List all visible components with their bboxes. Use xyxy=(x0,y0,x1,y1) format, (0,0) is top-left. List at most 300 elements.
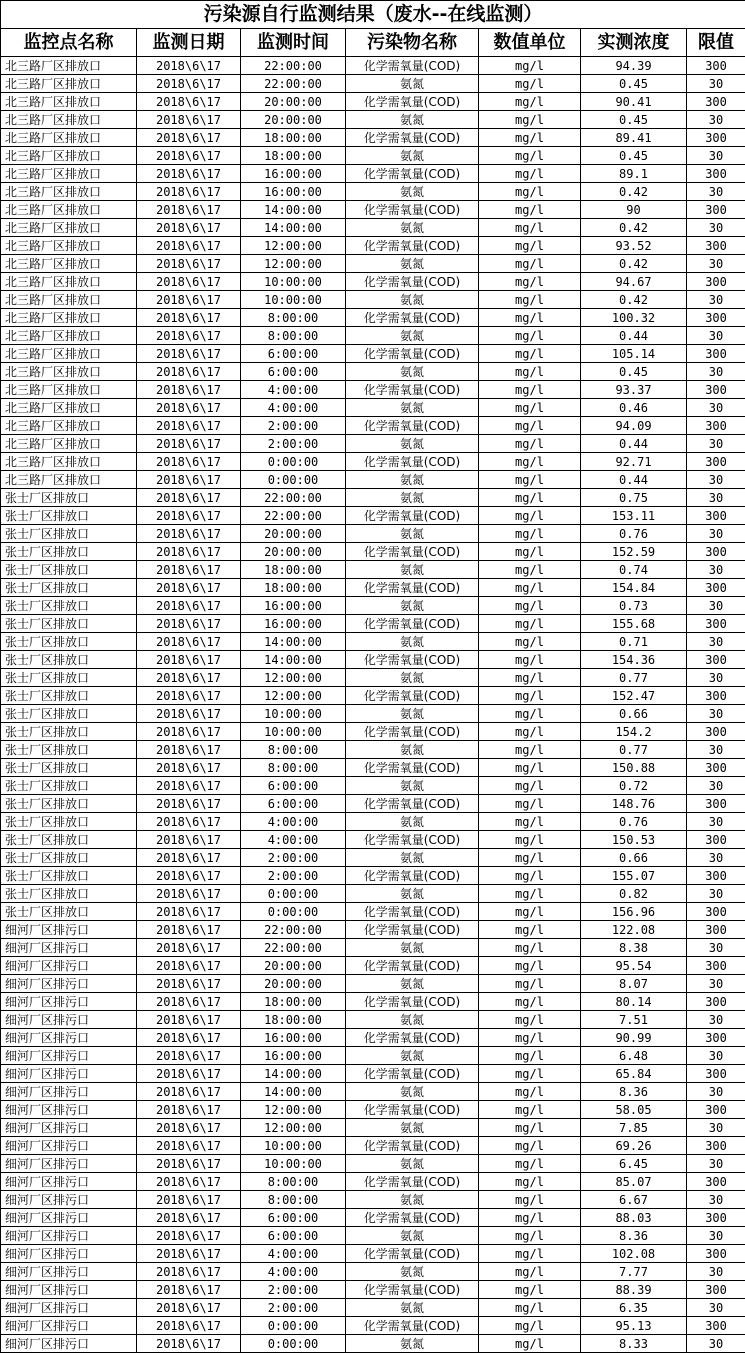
table-row xyxy=(1,1299,745,1317)
cell-site-name: 张士厂区排放口 xyxy=(1,813,137,831)
table-row xyxy=(1,201,745,219)
cell-site-name: 北三路厂区排放口 xyxy=(1,201,137,219)
cell-measured: 85.07 xyxy=(581,1173,687,1191)
cell-site-name: 北三路厂区排放口 xyxy=(1,381,137,399)
cell-time: 14:00:00 xyxy=(241,651,346,669)
cell-date: 2018\6\17 xyxy=(137,579,241,597)
cell-limit: 300 xyxy=(687,345,745,363)
cell-pollutant: 化学需氧量(COD) xyxy=(346,1281,479,1299)
cell-unit: mg/l xyxy=(479,1137,581,1155)
cell-date: 2018\6\17 xyxy=(137,399,241,417)
cell-site-name: 北三路厂区排放口 xyxy=(1,363,137,381)
cell-site-name: 北三路厂区排放口 xyxy=(1,435,137,453)
cell-measured: 153.11 xyxy=(581,507,687,525)
cell-limit: 30 xyxy=(687,1191,745,1209)
cell-pollutant: 化学需氧量(COD) xyxy=(346,723,479,741)
cell-date: 2018\6\17 xyxy=(137,147,241,165)
cell-date: 2018\6\17 xyxy=(137,111,241,129)
cell-pollutant: 氨氮 xyxy=(346,741,479,759)
table-row xyxy=(1,849,745,867)
cell-site-name: 张士厂区排放口 xyxy=(1,543,137,561)
table-row xyxy=(1,1101,745,1119)
cell-unit: mg/l xyxy=(479,561,581,579)
cell-measured: 90.41 xyxy=(581,93,687,111)
table-row xyxy=(1,183,745,201)
cell-time: 4:00:00 xyxy=(241,813,346,831)
cell-unit: mg/l xyxy=(479,237,581,255)
cell-pollutant: 化学需氧量(COD) xyxy=(346,1245,479,1263)
cell-site-name: 张士厂区排放口 xyxy=(1,633,137,651)
cell-unit: mg/l xyxy=(479,543,581,561)
cell-limit: 30 xyxy=(687,471,745,489)
cell-measured: 8.38 xyxy=(581,939,687,957)
cell-unit: mg/l xyxy=(479,327,581,345)
cell-date: 2018\6\17 xyxy=(137,183,241,201)
cell-limit: 300 xyxy=(687,453,745,471)
cell-unit: mg/l xyxy=(479,399,581,417)
cell-time: 6:00:00 xyxy=(241,777,346,795)
cell-measured: 8.33 xyxy=(581,1335,687,1353)
cell-unit: mg/l xyxy=(479,921,581,939)
table-row xyxy=(1,75,745,93)
cell-pollutant: 化学需氧量(COD) xyxy=(346,615,479,633)
cell-measured: 89.1 xyxy=(581,165,687,183)
cell-time: 6:00:00 xyxy=(241,1209,346,1227)
cell-site-name: 张士厂区排放口 xyxy=(1,849,137,867)
cell-pollutant: 化学需氧量(COD) xyxy=(346,57,479,75)
cell-limit: 300 xyxy=(687,1101,745,1119)
cell-pollutant: 氨氮 xyxy=(346,1155,479,1173)
cell-measured: 6.35 xyxy=(581,1299,687,1317)
cell-site-name: 细河厂区排污口 xyxy=(1,939,137,957)
cell-site-name: 细河厂区排污口 xyxy=(1,1281,137,1299)
cell-measured: 94.09 xyxy=(581,417,687,435)
cell-pollutant: 化学需氧量(COD) xyxy=(346,1065,479,1083)
cell-date: 2018\6\17 xyxy=(137,363,241,381)
cell-unit: mg/l xyxy=(479,1101,581,1119)
cell-pollutant: 化学需氧量(COD) xyxy=(346,201,479,219)
cell-limit: 30 xyxy=(687,111,745,129)
cell-time: 14:00:00 xyxy=(241,1065,346,1083)
table-row xyxy=(1,1155,745,1173)
cell-time: 0:00:00 xyxy=(241,453,346,471)
cell-pollutant: 氨氮 xyxy=(346,1083,479,1101)
cell-limit: 300 xyxy=(687,309,745,327)
cell-date: 2018\6\17 xyxy=(137,165,241,183)
cell-unit: mg/l xyxy=(479,777,581,795)
cell-measured: 0.42 xyxy=(581,255,687,273)
table-row xyxy=(1,1335,745,1353)
cell-unit: mg/l xyxy=(479,1245,581,1263)
cell-unit: mg/l xyxy=(479,1191,581,1209)
table-row xyxy=(1,273,745,291)
table-row xyxy=(1,93,745,111)
cell-time: 0:00:00 xyxy=(241,1317,346,1335)
table-row xyxy=(1,813,745,831)
cell-limit: 30 xyxy=(687,363,745,381)
cell-site-name: 北三路厂区排放口 xyxy=(1,111,137,129)
cell-unit: mg/l xyxy=(479,975,581,993)
cell-limit: 30 xyxy=(687,291,745,309)
table-row xyxy=(1,453,745,471)
cell-site-name: 细河厂区排污口 xyxy=(1,1299,137,1317)
table-row xyxy=(1,759,745,777)
cell-date: 2018\6\17 xyxy=(137,1065,241,1083)
table-row xyxy=(1,1263,745,1281)
table-row xyxy=(1,111,745,129)
table-row xyxy=(1,1047,745,1065)
cell-site-name: 细河厂区排污口 xyxy=(1,1227,137,1245)
cell-pollutant: 化学需氧量(COD) xyxy=(346,417,479,435)
title-row xyxy=(1,1,745,29)
cell-time: 18:00:00 xyxy=(241,1011,346,1029)
cell-site-name: 张士厂区排放口 xyxy=(1,795,137,813)
header-measured: 实测浓度 xyxy=(581,29,687,57)
cell-date: 2018\6\17 xyxy=(137,723,241,741)
cell-date: 2018\6\17 xyxy=(137,939,241,957)
table-row xyxy=(1,669,745,687)
table-row xyxy=(1,579,745,597)
cell-unit: mg/l xyxy=(479,1209,581,1227)
cell-limit: 30 xyxy=(687,1047,745,1065)
cell-measured: 7.51 xyxy=(581,1011,687,1029)
table-row xyxy=(1,1011,745,1029)
cell-limit: 30 xyxy=(687,327,745,345)
cell-time: 22:00:00 xyxy=(241,75,346,93)
cell-unit: mg/l xyxy=(479,1263,581,1281)
cell-limit: 30 xyxy=(687,1299,745,1317)
cell-measured: 0.45 xyxy=(581,363,687,381)
cell-time: 12:00:00 xyxy=(241,1119,346,1137)
table-row xyxy=(1,543,745,561)
cell-date: 2018\6\17 xyxy=(137,57,241,75)
table-row xyxy=(1,507,745,525)
cell-unit: mg/l xyxy=(479,57,581,75)
cell-limit: 30 xyxy=(687,1083,745,1101)
cell-site-name: 北三路厂区排放口 xyxy=(1,345,137,363)
cell-site-name: 北三路厂区排放口 xyxy=(1,471,137,489)
header-time: 监测时间 xyxy=(241,29,346,57)
table-body xyxy=(1,57,745,1353)
cell-site-name: 张士厂区排放口 xyxy=(1,579,137,597)
cell-pollutant: 氨氮 xyxy=(346,939,479,957)
cell-date: 2018\6\17 xyxy=(137,1173,241,1191)
cell-unit: mg/l xyxy=(479,381,581,399)
cell-limit: 30 xyxy=(687,525,745,543)
cell-date: 2018\6\17 xyxy=(137,777,241,795)
cell-pollutant: 氨氮 xyxy=(346,327,479,345)
cell-limit: 300 xyxy=(687,129,745,147)
header-date: 监测日期 xyxy=(137,29,241,57)
cell-pollutant: 化学需氧量(COD) xyxy=(346,831,479,849)
cell-pollutant: 化学需氧量(COD) xyxy=(346,993,479,1011)
cell-site-name: 细河厂区排污口 xyxy=(1,1173,137,1191)
cell-time: 10:00:00 xyxy=(241,1137,346,1155)
cell-date: 2018\6\17 xyxy=(137,597,241,615)
cell-date: 2018\6\17 xyxy=(137,1119,241,1137)
cell-date: 2018\6\17 xyxy=(137,327,241,345)
cell-time: 22:00:00 xyxy=(241,939,346,957)
cell-date: 2018\6\17 xyxy=(137,705,241,723)
cell-pollutant: 化学需氧量(COD) xyxy=(346,273,479,291)
cell-date: 2018\6\17 xyxy=(137,759,241,777)
cell-unit: mg/l xyxy=(479,1047,581,1065)
cell-date: 2018\6\17 xyxy=(137,453,241,471)
cell-measured: 8.36 xyxy=(581,1227,687,1245)
header-site-name: 监控点名称 xyxy=(1,29,137,57)
cell-date: 2018\6\17 xyxy=(137,543,241,561)
cell-time: 8:00:00 xyxy=(241,327,346,345)
cell-site-name: 北三路厂区排放口 xyxy=(1,93,137,111)
cell-site-name: 北三路厂区排放口 xyxy=(1,273,137,291)
cell-date: 2018\6\17 xyxy=(137,1227,241,1245)
cell-pollutant: 氨氮 xyxy=(346,183,479,201)
cell-pollutant: 氨氮 xyxy=(346,435,479,453)
cell-site-name: 张士厂区排放口 xyxy=(1,525,137,543)
cell-pollutant: 化学需氧量(COD) xyxy=(346,165,479,183)
cell-measured: 0.42 xyxy=(581,219,687,237)
cell-site-name: 细河厂区排污口 xyxy=(1,957,137,975)
cell-measured: 92.71 xyxy=(581,453,687,471)
cell-site-name: 细河厂区排污口 xyxy=(1,1335,137,1353)
cell-site-name: 张士厂区排放口 xyxy=(1,507,137,525)
cell-pollutant: 化学需氧量(COD) xyxy=(346,759,479,777)
cell-time: 18:00:00 xyxy=(241,579,346,597)
cell-limit: 300 xyxy=(687,1245,745,1263)
table-row xyxy=(1,363,745,381)
cell-date: 2018\6\17 xyxy=(137,1083,241,1101)
cell-measured: 0.44 xyxy=(581,435,687,453)
table-row xyxy=(1,165,745,183)
cell-limit: 300 xyxy=(687,165,745,183)
cell-pollutant: 化学需氧量(COD) xyxy=(346,129,479,147)
cell-site-name: 细河厂区排污口 xyxy=(1,975,137,993)
table-row xyxy=(1,921,745,939)
cell-limit: 300 xyxy=(687,507,745,525)
header-pollutant: 污染物名称 xyxy=(346,29,479,57)
cell-limit: 300 xyxy=(687,723,745,741)
cell-time: 12:00:00 xyxy=(241,687,346,705)
cell-pollutant: 化学需氧量(COD) xyxy=(346,237,479,255)
table-row xyxy=(1,975,745,993)
cell-unit: mg/l xyxy=(479,1227,581,1245)
cell-pollutant: 氨氮 xyxy=(346,777,479,795)
cell-site-name: 张士厂区排放口 xyxy=(1,705,137,723)
cell-site-name: 北三路厂区排放口 xyxy=(1,129,137,147)
cell-unit: mg/l xyxy=(479,129,581,147)
cell-time: 4:00:00 xyxy=(241,381,346,399)
cell-site-name: 细河厂区排污口 xyxy=(1,1137,137,1155)
cell-limit: 300 xyxy=(687,57,745,75)
cell-time: 16:00:00 xyxy=(241,615,346,633)
cell-time: 14:00:00 xyxy=(241,201,346,219)
cell-date: 2018\6\17 xyxy=(137,1011,241,1029)
cell-unit: mg/l xyxy=(479,1335,581,1353)
cell-site-name: 北三路厂区排放口 xyxy=(1,417,137,435)
table-row xyxy=(1,723,745,741)
cell-site-name: 张士厂区排放口 xyxy=(1,831,137,849)
cell-measured: 90 xyxy=(581,201,687,219)
cell-measured: 0.45 xyxy=(581,147,687,165)
cell-measured: 156.96 xyxy=(581,903,687,921)
cell-site-name: 北三路厂区排放口 xyxy=(1,75,137,93)
cell-date: 2018\6\17 xyxy=(137,1029,241,1047)
cell-measured: 150.88 xyxy=(581,759,687,777)
cell-measured: 150.53 xyxy=(581,831,687,849)
cell-date: 2018\6\17 xyxy=(137,291,241,309)
table-row xyxy=(1,615,745,633)
cell-measured: 0.77 xyxy=(581,669,687,687)
cell-site-name: 北三路厂区排放口 xyxy=(1,327,137,345)
cell-limit: 300 xyxy=(687,417,745,435)
cell-site-name: 张士厂区排放口 xyxy=(1,687,137,705)
cell-time: 22:00:00 xyxy=(241,57,346,75)
cell-site-name: 北三路厂区排放口 xyxy=(1,399,137,417)
cell-unit: mg/l xyxy=(479,813,581,831)
table-row xyxy=(1,255,745,273)
cell-measured: 90.99 xyxy=(581,1029,687,1047)
table-row xyxy=(1,651,745,669)
cell-time: 16:00:00 xyxy=(241,1047,346,1065)
cell-site-name: 细河厂区排污口 xyxy=(1,1047,137,1065)
cell-limit: 30 xyxy=(687,1263,745,1281)
cell-unit: mg/l xyxy=(479,687,581,705)
cell-time: 6:00:00 xyxy=(241,363,346,381)
cell-limit: 300 xyxy=(687,993,745,1011)
cell-pollutant: 氨氮 xyxy=(346,147,479,165)
cell-measured: 155.68 xyxy=(581,615,687,633)
cell-time: 2:00:00 xyxy=(241,417,346,435)
cell-date: 2018\6\17 xyxy=(137,1047,241,1065)
cell-date: 2018\6\17 xyxy=(137,525,241,543)
cell-pollutant: 化学需氧量(COD) xyxy=(346,453,479,471)
cell-measured: 152.47 xyxy=(581,687,687,705)
header-unit: 数值单位 xyxy=(479,29,581,57)
cell-time: 2:00:00 xyxy=(241,435,346,453)
cell-limit: 300 xyxy=(687,93,745,111)
cell-limit: 300 xyxy=(687,1209,745,1227)
cell-site-name: 细河厂区排污口 xyxy=(1,1245,137,1263)
cell-time: 2:00:00 xyxy=(241,1281,346,1299)
table-row xyxy=(1,561,745,579)
table-row xyxy=(1,741,745,759)
cell-limit: 30 xyxy=(687,1155,745,1173)
cell-date: 2018\6\17 xyxy=(137,345,241,363)
cell-pollutant: 化学需氧量(COD) xyxy=(346,957,479,975)
cell-measured: 155.07 xyxy=(581,867,687,885)
cell-time: 20:00:00 xyxy=(241,975,346,993)
cell-site-name: 张士厂区排放口 xyxy=(1,669,137,687)
cell-pollutant: 氨氮 xyxy=(346,75,479,93)
cell-pollutant: 化学需氧量(COD) xyxy=(346,381,479,399)
cell-site-name: 细河厂区排污口 xyxy=(1,1029,137,1047)
cell-pollutant: 氨氮 xyxy=(346,975,479,993)
cell-site-name: 北三路厂区排放口 xyxy=(1,57,137,75)
cell-measured: 93.37 xyxy=(581,381,687,399)
cell-limit: 300 xyxy=(687,1065,745,1083)
cell-pollutant: 氨氮 xyxy=(346,1191,479,1209)
cell-time: 6:00:00 xyxy=(241,345,346,363)
cell-pollutant: 氨氮 xyxy=(346,1119,479,1137)
table-row xyxy=(1,1083,745,1101)
cell-measured: 88.39 xyxy=(581,1281,687,1299)
cell-date: 2018\6\17 xyxy=(137,1101,241,1119)
cell-time: 22:00:00 xyxy=(241,489,346,507)
cell-pollutant: 氨氮 xyxy=(346,1299,479,1317)
cell-unit: mg/l xyxy=(479,615,581,633)
table-row xyxy=(1,831,745,849)
cell-unit: mg/l xyxy=(479,759,581,777)
cell-limit: 30 xyxy=(687,1119,745,1137)
cell-date: 2018\6\17 xyxy=(137,1137,241,1155)
cell-unit: mg/l xyxy=(479,165,581,183)
cell-time: 4:00:00 xyxy=(241,831,346,849)
cell-measured: 0.77 xyxy=(581,741,687,759)
cell-measured: 0.42 xyxy=(581,183,687,201)
cell-time: 20:00:00 xyxy=(241,525,346,543)
cell-time: 20:00:00 xyxy=(241,543,346,561)
cell-measured: 0.82 xyxy=(581,885,687,903)
table-row xyxy=(1,489,745,507)
cell-date: 2018\6\17 xyxy=(137,1263,241,1281)
cell-date: 2018\6\17 xyxy=(137,129,241,147)
cell-limit: 30 xyxy=(687,975,745,993)
cell-time: 2:00:00 xyxy=(241,849,346,867)
table-row xyxy=(1,1245,745,1263)
cell-measured: 105.14 xyxy=(581,345,687,363)
cell-measured: 8.07 xyxy=(581,975,687,993)
cell-limit: 30 xyxy=(687,885,745,903)
cell-measured: 95.13 xyxy=(581,1317,687,1335)
table-row xyxy=(1,1209,745,1227)
cell-site-name: 张士厂区排放口 xyxy=(1,723,137,741)
cell-site-name: 细河厂区排污口 xyxy=(1,1083,137,1101)
cell-time: 22:00:00 xyxy=(241,921,346,939)
cell-unit: mg/l xyxy=(479,741,581,759)
cell-site-name: 北三路厂区排放口 xyxy=(1,147,137,165)
cell-date: 2018\6\17 xyxy=(137,687,241,705)
cell-unit: mg/l xyxy=(479,525,581,543)
cell-date: 2018\6\17 xyxy=(137,1317,241,1335)
cell-pollutant: 化学需氧量(COD) xyxy=(346,1029,479,1047)
cell-measured: 95.54 xyxy=(581,957,687,975)
cell-date: 2018\6\17 xyxy=(137,219,241,237)
cell-time: 20:00:00 xyxy=(241,957,346,975)
cell-measured: 0.75 xyxy=(581,489,687,507)
cell-measured: 89.41 xyxy=(581,129,687,147)
cell-unit: mg/l xyxy=(479,1155,581,1173)
table-row xyxy=(1,525,745,543)
cell-limit: 300 xyxy=(687,867,745,885)
cell-unit: mg/l xyxy=(479,849,581,867)
cell-unit: mg/l xyxy=(479,1299,581,1317)
cell-pollutant: 氨氮 xyxy=(346,885,479,903)
cell-time: 16:00:00 xyxy=(241,183,346,201)
cell-site-name: 细河厂区排污口 xyxy=(1,1317,137,1335)
table-row xyxy=(1,1227,745,1245)
cell-limit: 30 xyxy=(687,1011,745,1029)
table-row xyxy=(1,1281,745,1299)
cell-measured: 94.39 xyxy=(581,57,687,75)
cell-unit: mg/l xyxy=(479,75,581,93)
cell-unit: mg/l xyxy=(479,291,581,309)
table-row xyxy=(1,597,745,615)
cell-limit: 30 xyxy=(687,849,745,867)
cell-limit: 30 xyxy=(687,1335,745,1353)
table-row xyxy=(1,417,745,435)
cell-unit: mg/l xyxy=(479,669,581,687)
cell-unit: mg/l xyxy=(479,453,581,471)
